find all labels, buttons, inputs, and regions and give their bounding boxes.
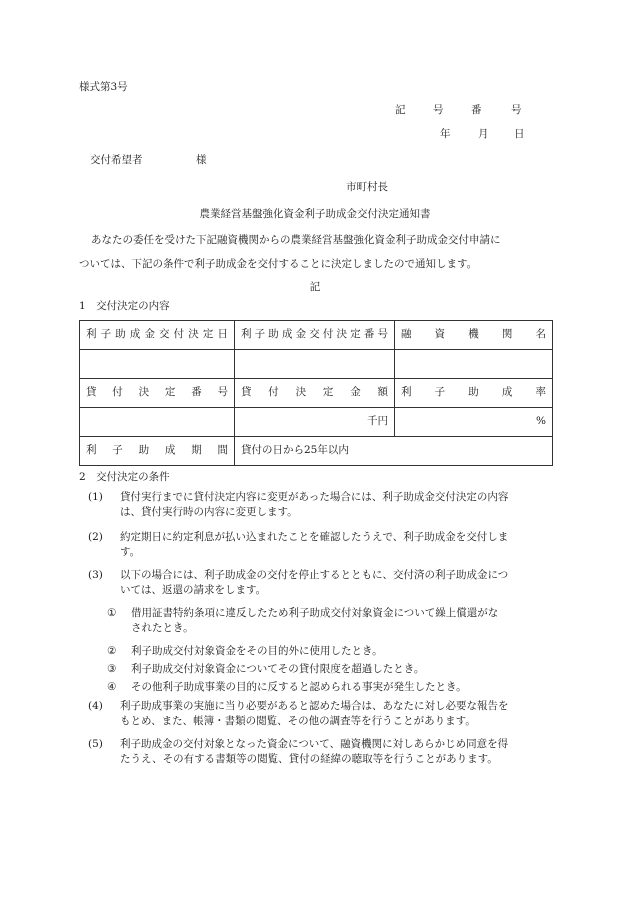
header-financial-institution: 融資機関名 [395, 321, 553, 350]
intro-line-1: あなたの委任を受けた下記融資機関からの農業経営基盤強化資金利子助成金交付申請に [91, 234, 501, 246]
date-month: 月 [478, 128, 489, 140]
table-row [80, 379, 553, 408]
document-title: 農業経営基盤強化資金利子助成金交付決定通知書 [199, 208, 431, 220]
condition-number: (4) [88, 700, 103, 712]
cell-decision-number [235, 350, 395, 379]
subcondition-line-1: 借用証書特約条項に違反したため利子助成交付対象資金について繰上償還がな [131, 607, 499, 619]
header-decision-date: 利子助成金交付決定日 [80, 321, 235, 350]
section-2-heading: 2 交付決定の条件 [79, 471, 170, 483]
condition-number: (5) [88, 738, 103, 750]
subcondition-3 [107, 662, 554, 677]
subcondition-number: ② [107, 645, 117, 657]
condition-number: (3) [88, 569, 103, 581]
subcondition-number: ③ [107, 663, 117, 675]
table-row [80, 408, 553, 437]
condition-line-1: 貸付実行までに貸付決定内容に変更があった場合には、利子助成金交付決定の内容 [120, 491, 509, 503]
table-row [80, 350, 553, 379]
condition-3 [88, 568, 554, 598]
condition-5 [88, 737, 554, 767]
cell-decision-date [80, 350, 235, 379]
cell-subsidy-period-value: 貸付の日から25年以内 [235, 437, 553, 466]
header-decision-number: 利子助成金交付決定番号 [235, 321, 395, 350]
condition-line-1: 約定期日に約定利息が払い込まれたことを確認したうえで、利子助成金を交付しま [120, 531, 509, 543]
recipient-label: 交付希望者 [90, 154, 143, 166]
condition-line-1: 以下の場合には、利子助成金の交付を停止するとともに、交付済の利子助成金につ [120, 569, 509, 581]
header-subsidy-rate: 利子助成率 [395, 379, 553, 408]
subcondition-4 [107, 680, 554, 695]
subcondition-line-2: されたとき。 [131, 622, 194, 635]
subcondition-line-1: 利子助成交付対象資金についてその貸付限度を超過したとき。 [131, 663, 425, 675]
header-loan-number: 貸付決定番号 [80, 379, 235, 408]
condition-line-2: いては、返還の請求をします。 [120, 584, 267, 597]
sender-name: 市町村長 [346, 181, 388, 193]
recipient-honorific: 様 [196, 154, 207, 166]
intro-line-2: ついては、下記の条件で利子助成金を交付することに決定しましたので通知します。 [79, 258, 478, 270]
condition-line-1: 利子助成事業の実施に当り必要があると認めた場合は、あなたに対し必要な報告を [120, 700, 509, 712]
cell-loan-amount-unit: 千円 [235, 408, 395, 437]
subcondition-line-1: 利子助成交付対象資金をその目的外に使用したとき。 [131, 645, 383, 657]
condition-line-1: 利子助成金の交付対象となった資金について、融資機関に対しあらかじめ同意を得 [120, 738, 509, 750]
cell-financial-institution [395, 350, 553, 379]
ban-char: 番 [471, 104, 482, 116]
subcondition-1 [107, 606, 554, 636]
cell-subsidy-rate-unit: % [395, 408, 553, 437]
condition-line-2: たうえ、その有する書類等の閲覧、貸付の経緯の聴取等を行うことがあります。 [120, 753, 498, 766]
condition-line-2: す。 [120, 546, 141, 559]
date-year: 年 [440, 128, 451, 140]
ki-heading: 記 [309, 281, 321, 293]
condition-4 [88, 699, 554, 729]
ki-char: 記 [395, 104, 406, 116]
go-char-2: 号 [511, 104, 522, 116]
table-row [80, 321, 553, 350]
subcondition-number: ① [107, 607, 117, 619]
header-loan-amount: 貸付決定金額 [235, 379, 395, 408]
condition-number: (1) [88, 491, 103, 503]
form-number: 様式第3号 [79, 81, 128, 93]
section-1-heading: 1 交付決定の内容 [79, 300, 170, 312]
decision-table [79, 320, 553, 466]
subcondition-number: ④ [107, 681, 117, 693]
cell-loan-number [80, 408, 235, 437]
condition-line-2: は、貸付実行時の内容に変更します。 [120, 506, 298, 519]
go-char: 号 [433, 104, 444, 116]
condition-1 [88, 490, 554, 520]
subcondition-line-1: その他利子助成事業の目的に反すると認められる事実が発生したとき。 [131, 681, 467, 693]
condition-2 [88, 530, 554, 560]
condition-line-2: もとめ、また、帳簿・書類の閲覧、その他の調査等を行うことがあります。 [120, 715, 476, 728]
date-day: 日 [514, 128, 525, 140]
condition-number: (2) [88, 531, 103, 543]
table-row [80, 437, 553, 466]
subcondition-2 [107, 644, 554, 659]
header-subsidy-period: 利子助成期間 [80, 437, 235, 466]
